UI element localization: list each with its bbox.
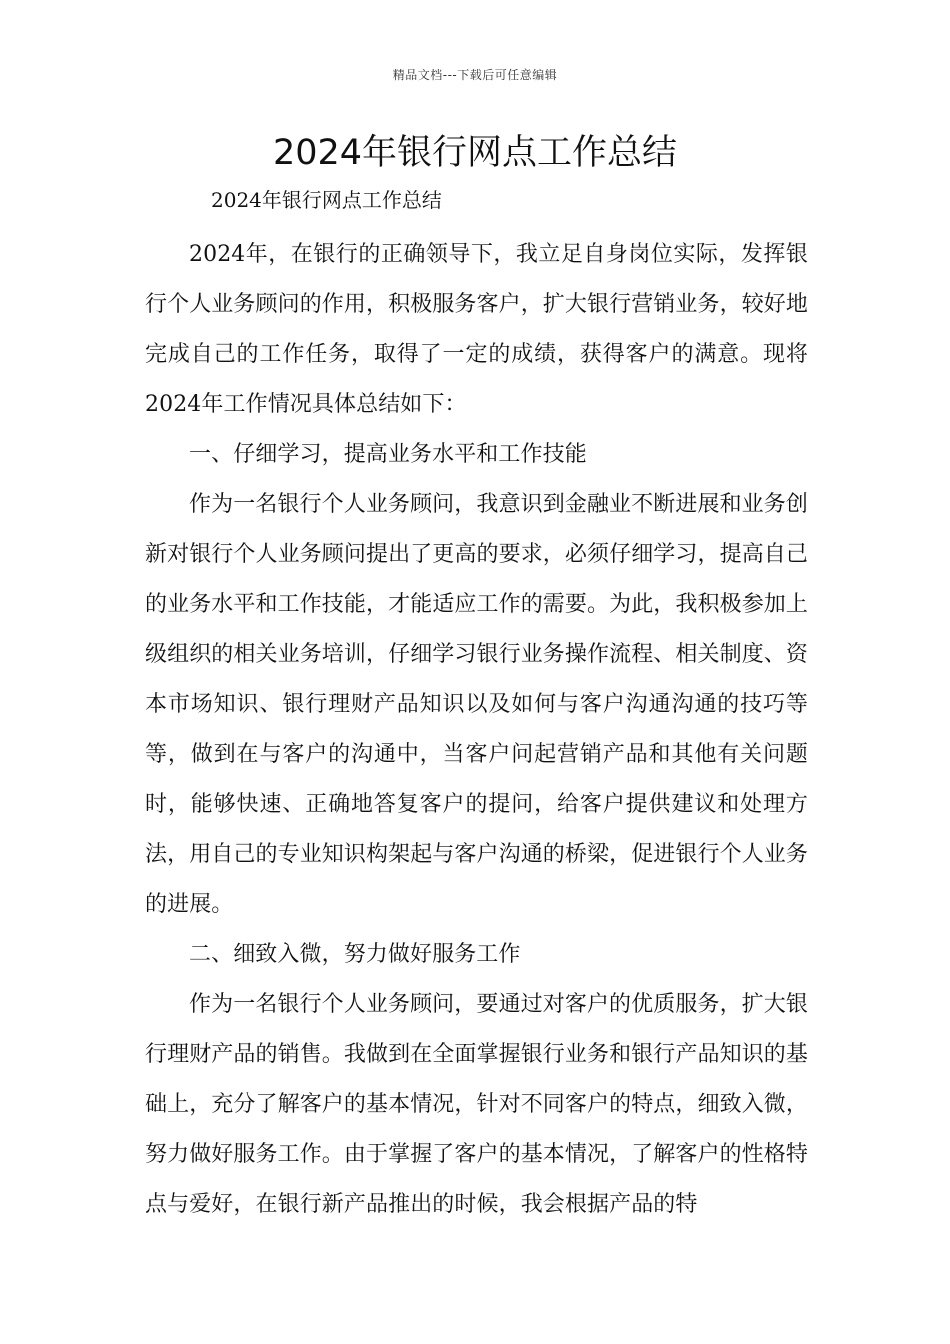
section-heading-2: 二、细致入微，努力做好服务工作	[189, 942, 521, 967]
paragraph-intro: 2024年，在银行的正确领导下，我立足自身岗位实际，发挥银行个人业务顾问的作用，积极服务客户，扩大银行营销业务，较好地完成自己的工作任务，取得了一定的成绩，获得客户的满意。现将2024年工作情况具体总结如下：	[145, 242, 809, 417]
header-note: 精品文档---下载后可任意编辑	[392, 68, 558, 82]
document-title: 2024年银行网点工作总结	[272, 133, 678, 173]
paragraph-section-2: 作为一名银行个人业务顾问，要通过对客户的优质服务，扩大银行理财产品的销售。我做到在全面掌握银行业务和银行产品知识的基础上，充分了解客户的基本情况，针对不同客户的特点，细致入微，努力做好服务工作。由于掌握了客户的基本情况，了解客户的性格特点与爱好，在银行新产品推出的时候，我会根据产品的特	[145, 992, 809, 1217]
section-heading-1: 一、仔细学习，提高业务水平和工作技能	[189, 442, 587, 467]
paragraph-section-1: 作为一名银行个人业务顾问，我意识到金融业不断进展和业务创新对银行个人业务顾问提出了更高的要求，必须仔细学习，提高自己的业务水平和工作技能，才能适应工作的需要。为此，我积极参加上级组织的相关业务培训，仔细学习银行业务操作流程、相关制度、资本市场知识、银行理财产品知识以及如何与客户沟通沟通的技巧等等，做到在与客户的沟通中，当客户问起营销产品和其他有关问题时，能够快速、正确地答复客户的提问，给客户提供建议和处理方法，用自己的专业知识构架起与客户沟通的桥梁，促进银行个人业务的进展。	[145, 492, 809, 917]
document-body	[145, 180, 808, 1230]
document-subtitle: 2024年银行网点工作总结	[211, 188, 442, 212]
